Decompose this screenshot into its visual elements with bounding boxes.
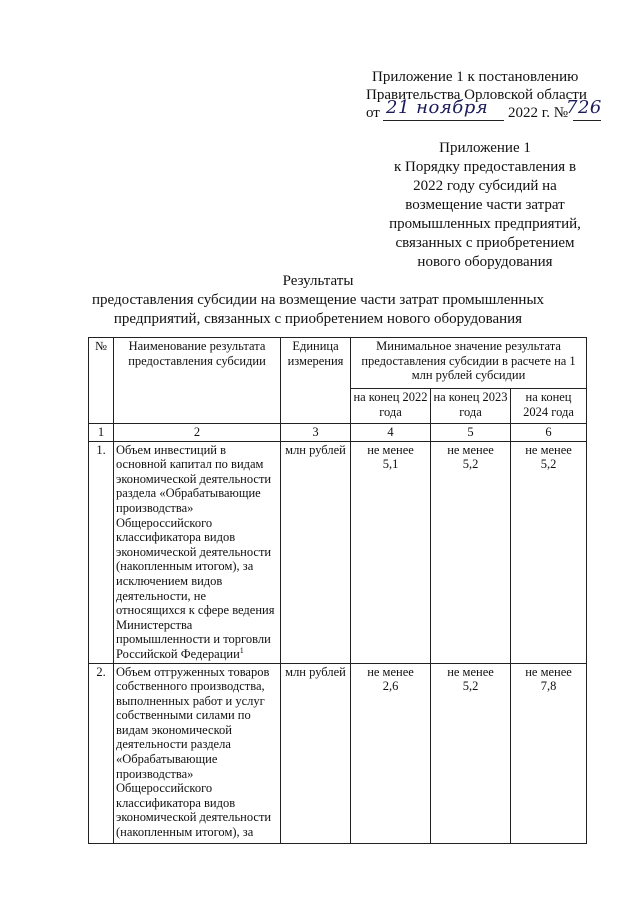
header-year: 2022 г. № <box>508 105 569 121</box>
value-number: 5,2 <box>540 457 557 472</box>
date-underline <box>383 120 504 121</box>
appendix-line-5: промышленных предприятий, <box>389 216 581 232</box>
index-cell: 3 <box>281 424 351 442</box>
index-row <box>89 424 587 442</box>
appendix-line-2: к Порядку предоставления в <box>393 159 577 175</box>
header-unit: Единица измерения <box>281 338 351 424</box>
index-cell: 2 <box>114 424 281 442</box>
index-cell: 4 <box>351 424 431 442</box>
appendix-line-4: возмещение части затрат <box>405 197 565 213</box>
row-value-2024 <box>511 663 587 843</box>
header-num: № <box>89 338 114 424</box>
row-unit: млн рублей <box>281 441 351 663</box>
row-result-name <box>114 441 281 663</box>
header-year-2022: на конец 2022 года <box>351 389 431 424</box>
value-prefix: не менее <box>447 664 494 679</box>
value-number: 5,2 <box>462 457 479 472</box>
index-cell: 6 <box>511 424 587 442</box>
value-number: 5,2 <box>462 679 479 694</box>
row-value-2024 <box>511 441 587 663</box>
row-result-name-text: Объем инвестиций в основной капитал по видам экономической деятельности раздела «Обрабатывающие производства» Общероссийского классификатора видов экономической деятельности (накопленным итогом), за исключением видов деятельности, не относящихся к сфере ведения Министерства промышленности и торговли Российской Федерации <box>116 442 275 661</box>
number-underline <box>573 120 601 121</box>
row-value-2023 <box>431 441 511 663</box>
table-row <box>89 663 587 843</box>
header-line-1: Приложение 1 к постановлению <box>372 69 579 85</box>
header-year-2024: на конец 2024 года <box>511 389 587 424</box>
table-row <box>89 441 587 663</box>
appendix-line-3: 2022 году субсидий на <box>413 178 557 194</box>
row-value-2022 <box>351 441 431 663</box>
row-unit: млн рублей <box>281 663 351 843</box>
value-number: 2,6 <box>382 679 399 694</box>
header-from-prefix: от <box>366 105 380 121</box>
doc-title-line-3: предприятий, связанных с приобретением нового оборудования <box>113 311 523 327</box>
row-value-2023 <box>431 663 511 843</box>
value-prefix: не менее <box>367 664 414 679</box>
appendix-line-7: нового оборудования <box>417 254 553 270</box>
appendix-line-6: связанных с приобретением <box>395 235 575 251</box>
header-result-name: Наименование результата предоставления субсидии <box>114 338 281 424</box>
doc-title-line-2: предоставления субсидии на возмещение части затрат промышленных <box>91 292 545 308</box>
handwritten-number: 726 <box>566 97 602 118</box>
value-prefix: не менее <box>525 664 572 679</box>
footnote-marker: 1 <box>239 645 244 655</box>
row-num: 1. <box>89 441 114 663</box>
index-cell: 1 <box>89 424 114 442</box>
value-number: 5,1 <box>382 457 399 472</box>
value-prefix: не менее <box>447 442 494 457</box>
index-cell: 5 <box>431 424 511 442</box>
row-value-2022 <box>351 663 431 843</box>
results-table <box>88 337 587 844</box>
row-result-name: Объем отгруженных товаров собственного производства, выполненных работ и услуг собственными силами по видам экономической деятельности раздела «Обрабатывающие производства» Общероссийского классификатора видов экономической деятельности (накопленным итогом), за <box>114 663 281 843</box>
value-prefix: не менее <box>525 442 572 457</box>
header-year-2023: на конец 2023 года <box>431 389 511 424</box>
appendix-line-1: Приложение 1 <box>439 140 531 156</box>
handwritten-date: 21 ноября <box>386 97 489 118</box>
header-line-2: Правительства Орловской области <box>366 87 587 103</box>
value-prefix: не менее <box>367 442 414 457</box>
row-num: 2. <box>89 663 114 843</box>
doc-title: Результаты <box>282 273 354 289</box>
value-number: 7,8 <box>540 679 557 694</box>
header-min-value: Минимальное значение результата предоставления субсидии в расчете на 1 млн рублей субсидии <box>351 338 587 389</box>
